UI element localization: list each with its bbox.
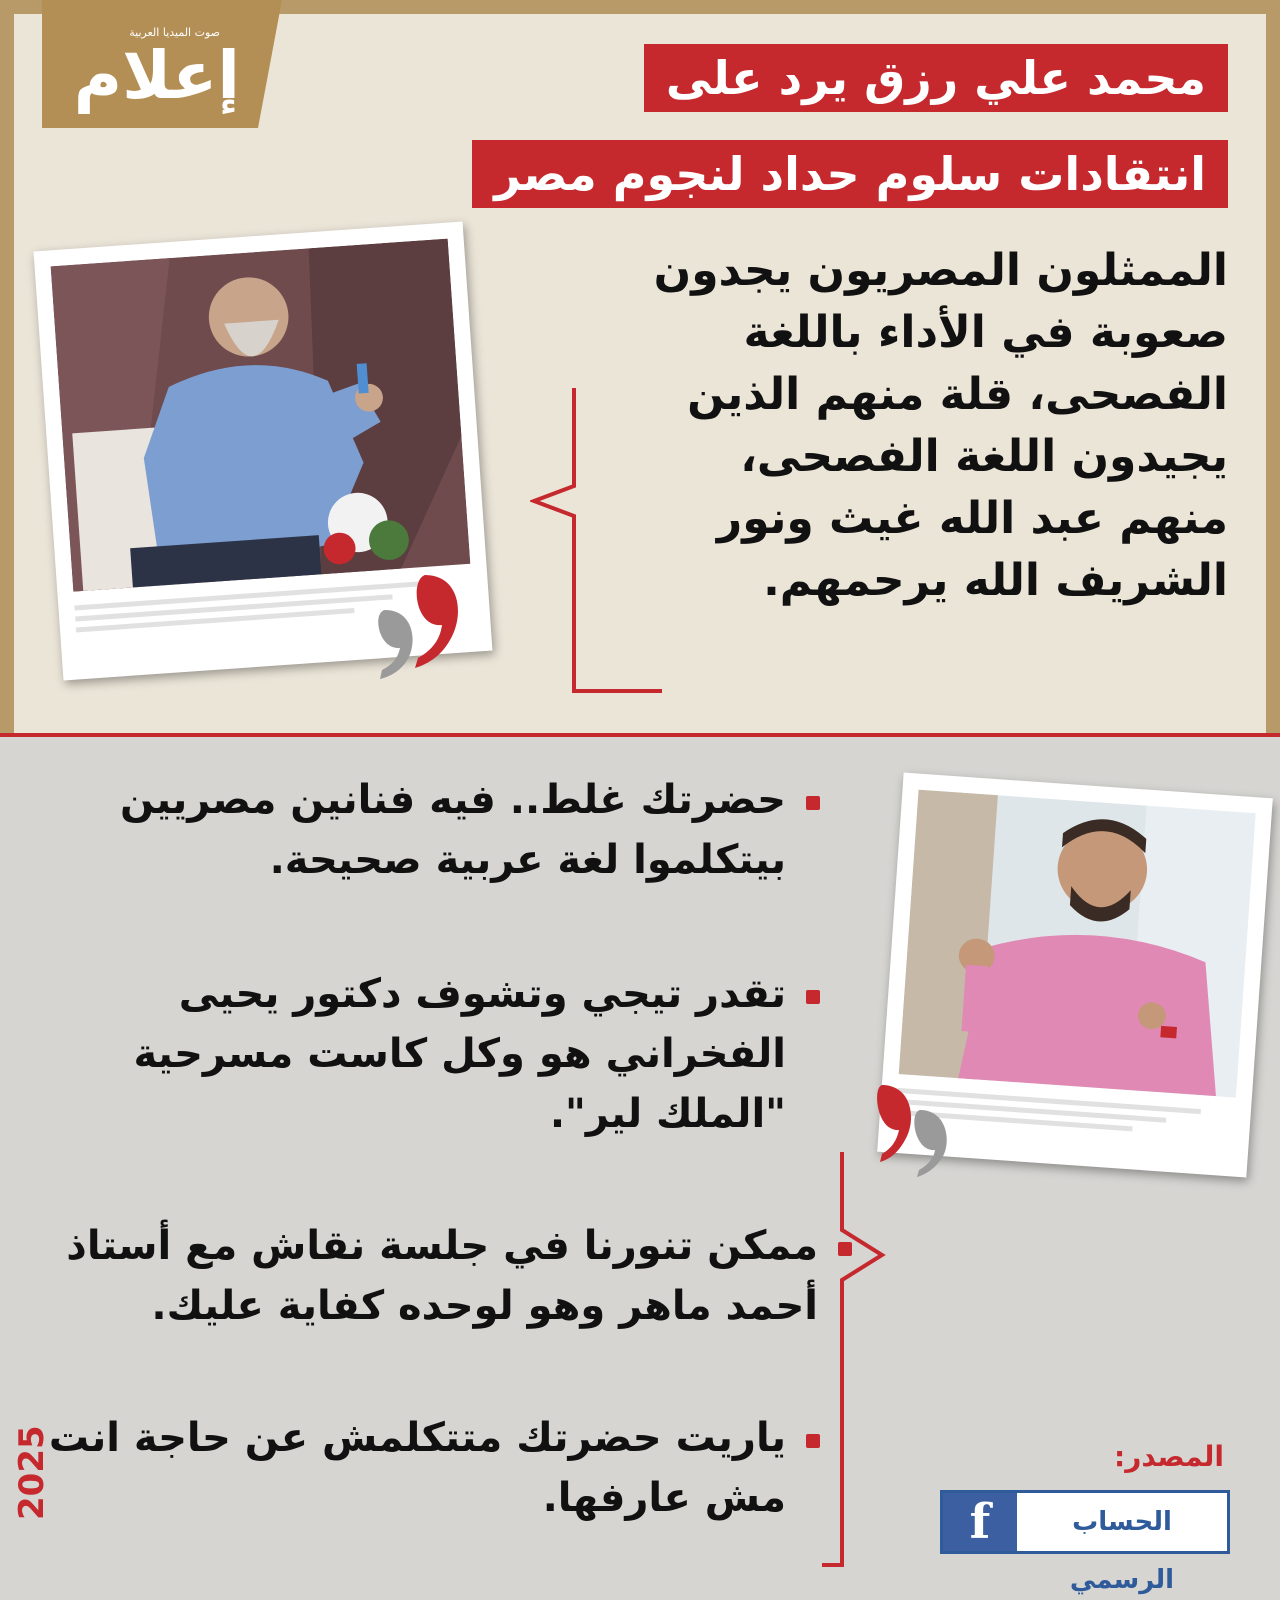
quote-mark-icon <box>370 570 470 680</box>
bullet-line: حضرتك غلط.. فيه فنانين مصريين <box>119 777 786 823</box>
bullet-line: مش عارفها. <box>542 1475 786 1521</box>
headline-line-2: انتقادات سلوم حداد لنجوم مصر <box>472 140 1228 208</box>
photo-image <box>51 239 471 592</box>
facebook-icon: f <box>943 1493 1017 1551</box>
quote-line: الشريف الله يرحمهم. <box>763 555 1228 606</box>
bullet-line: بيتكلموا لغة عربية صحيحة. <box>269 837 786 883</box>
bullet-dot <box>806 796 820 810</box>
bullet-dot <box>806 990 820 1004</box>
bullet-line: الفخراني هو وكل كاست مسرحية <box>133 1031 786 1077</box>
quote-line: يجيدون اللغة الفصحى، <box>740 431 1228 482</box>
source-account-label: الحساب الرسمي <box>1069 1507 1175 1595</box>
year-label: 2025 <box>12 1425 52 1520</box>
bullet-line: ممكن تنورنا في جلسة نقاش مع أستاذ <box>66 1223 818 1269</box>
quote-line: الممثلون المصريون يجدون <box>653 245 1228 296</box>
quote-line: منهم عبد الله غيث ونور <box>716 493 1228 544</box>
salloum-haddad-quote <box>628 240 1228 612</box>
bullet-line: أحمد ماهر وهو لوحده كفاية عليك. <box>151 1283 818 1329</box>
quote-line: صعوبة في الأداء باللغة <box>743 307 1228 358</box>
bullet-dot <box>806 1434 820 1448</box>
logo-subtitle: صوت الميديا العربية <box>129 26 220 39</box>
source-label: المصدر: <box>1114 1440 1224 1473</box>
source-official-account <box>940 1490 1230 1595</box>
list-item <box>40 770 820 890</box>
quote-line: الفصحى، قلة منهم الذين <box>687 369 1228 420</box>
list-item <box>40 964 820 1144</box>
photo-image <box>899 790 1256 1098</box>
list-item <box>40 1216 852 1336</box>
bullet-line: تقدر تيجي وتشوف دكتور يحيى <box>178 971 786 1017</box>
quote-bracket-top <box>530 386 664 696</box>
rizk-response-list <box>40 770 820 1528</box>
bullet-line: "الملك لير". <box>549 1091 786 1137</box>
logo-name: إعلام <box>73 37 240 114</box>
bullet-line: ياريت حضرتك متتكلمش عن حاجة انت <box>48 1415 786 1461</box>
section-divider <box>0 733 1280 737</box>
headline-line-1: محمد علي رزق يرد على <box>644 44 1228 112</box>
response-bracket <box>820 1150 900 1570</box>
list-item <box>40 1408 820 1528</box>
